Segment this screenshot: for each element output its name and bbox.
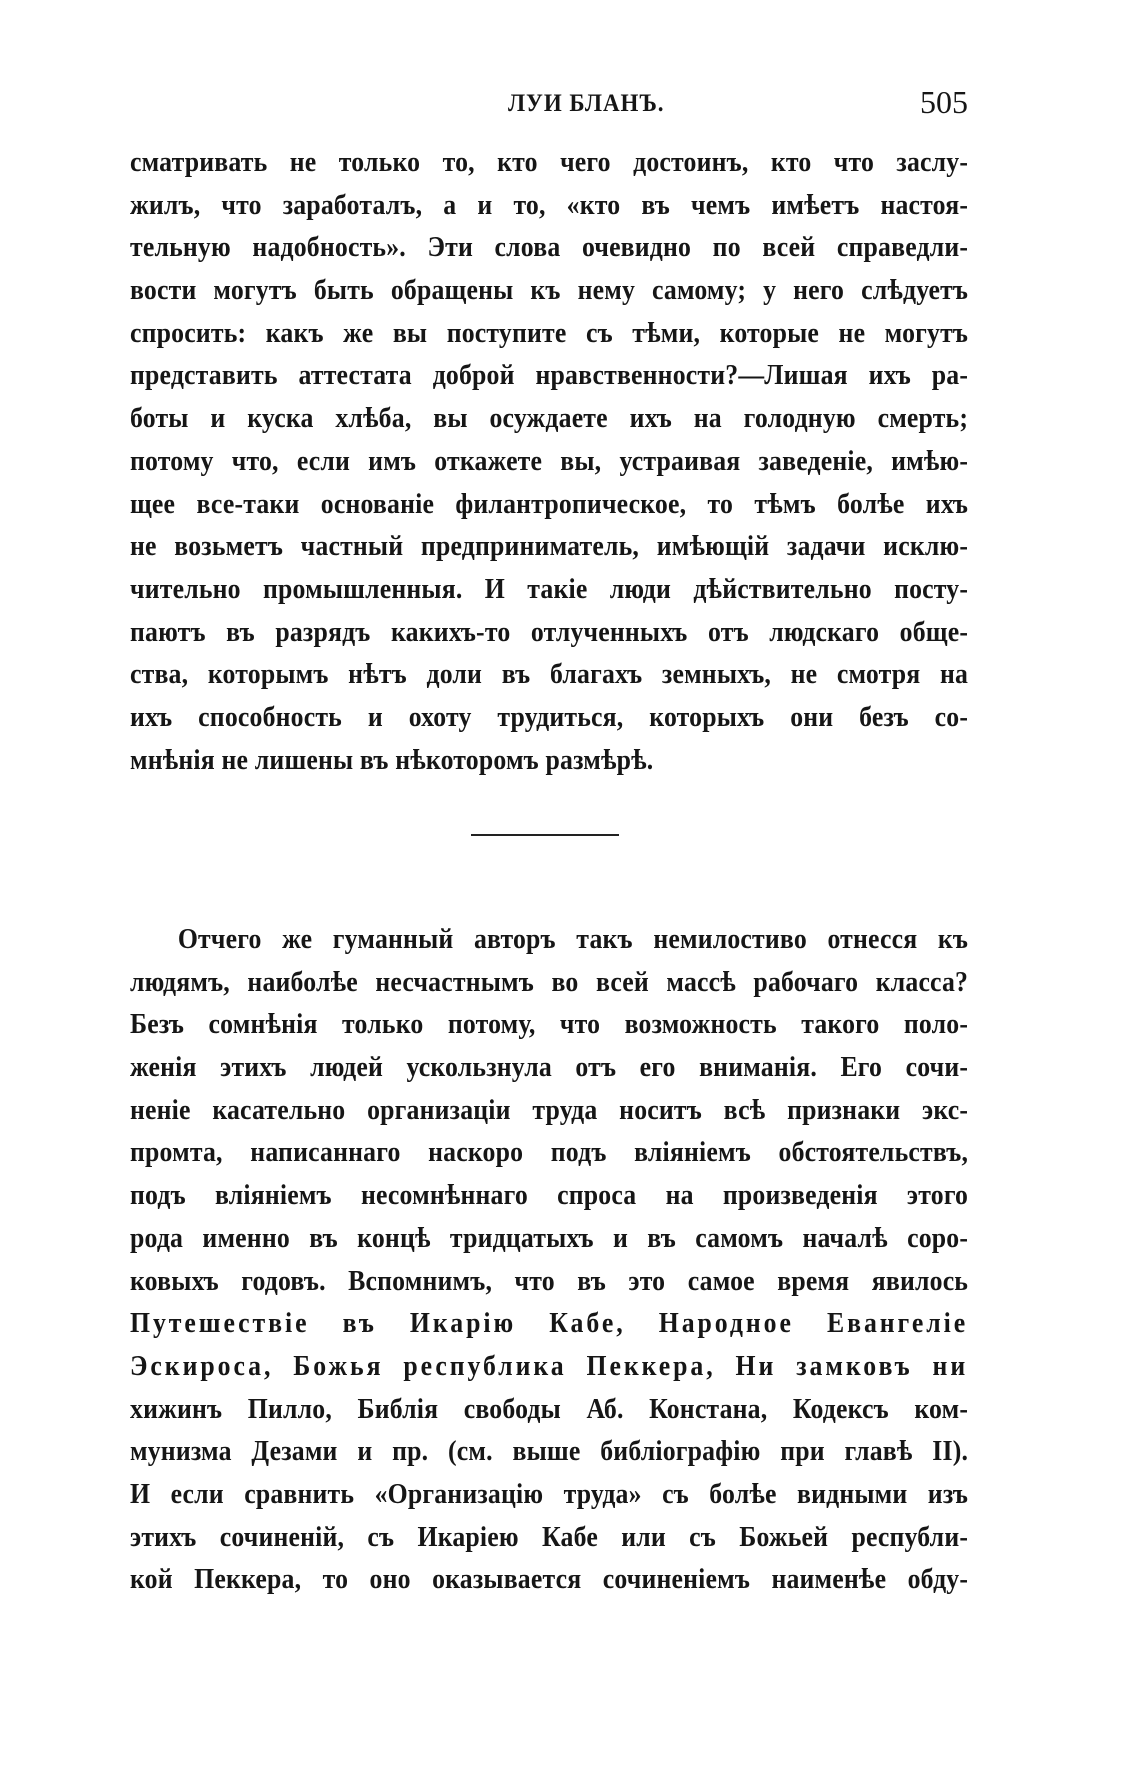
- text-line: хижинъ Пилло, Библія свободы Аб. Констана, Кодексъ ком-: [130, 1393, 969, 1425]
- text-line: вости могутъ быть обращены къ нему самому; у него слѣдуетъ: [130, 275, 969, 307]
- text-line: кой Пеккера, то оно оказывается сочиненіемъ наименѣе обду-: [130, 1564, 969, 1596]
- text-line: ства, которымъ нѣтъ доли въ благахъ земныхъ, не смотря на: [130, 659, 969, 691]
- text-line: спросить: какъ же вы поступите съ тѣми, которые не могутъ: [130, 317, 969, 349]
- section-separator: [471, 834, 619, 836]
- text-line: жилъ, что заработалъ, а и то, «кто въ чемъ имѣетъ настоя-: [130, 189, 969, 221]
- text-line: сматривать не только то, кто чего достоинъ, кто что заслу-: [130, 147, 969, 178]
- text-line: Путешествіе въ Икарію Кабе, Народное Евангеліе: [130, 1308, 969, 1340]
- running-title: ЛУИ БЛАНЪ.: [508, 90, 665, 117]
- text-line: ковыхъ годовъ. Вспомнимъ, что въ это самое время явилось: [130, 1265, 969, 1297]
- text-line: потому что, если имъ откажете вы, устраивая заведеніе, имѣю-: [130, 445, 969, 477]
- text-line: Отчего же гуманный авторъ такъ немилостиво отнесся къ: [177, 924, 969, 955]
- paragraph-one: [130, 142, 968, 782]
- text-line: людямъ, наиболѣе несчастнымъ во всей массѣ рабочаго класса?: [130, 966, 969, 998]
- text-line: щее все-таки основаніе филантропическое, то тѣмъ болѣе ихъ: [130, 488, 969, 520]
- text-line: этихъ сочиненій, съ Икаріею Кабе или съ Божьей республи-: [130, 1521, 969, 1553]
- text-line: боты и куска хлѣба, вы осуждаете ихъ на голодную смерть;: [130, 403, 969, 435]
- text-line: подъ вліяніемъ несомнѣннаго спроса на произведенія этого: [130, 1180, 969, 1212]
- running-head: [130, 84, 968, 124]
- text-line: рода именно въ концѣ тридцатыхъ и въ самомъ началѣ соро-: [130, 1222, 969, 1254]
- text-line: Безъ сомнѣнія только потому, что возможность такого поло-: [130, 1009, 969, 1041]
- text-line: Эскироса, Божья республика Пеккера, Ни замковъ ни: [130, 1350, 969, 1382]
- text-line: паютъ въ разрядъ какихъ-то отлученныхъ отъ людскаго обще-: [130, 616, 969, 648]
- text-line: неніе касательно организаціи труда носитъ всѣ признаки экс-: [130, 1094, 969, 1126]
- text-line: чительно промышленныя. И такіе люди дѣйствительно посту-: [130, 573, 969, 605]
- text-line: мунизма Дезами и пр. (см. выше библіографію при главѣ II).: [130, 1436, 969, 1468]
- text-line: тельную надобность». Эти слова очевидно по всей справедли-: [130, 232, 969, 264]
- text-line: мнѣнія не лишены въ нѣкоторомъ размѣрѣ.: [130, 744, 654, 776]
- text-line: И если сравнить «Организацію труда» съ болѣе видными изъ: [130, 1478, 969, 1510]
- text-line: представить аттестата доброй нравственности?—Лишая ихъ ра-: [130, 360, 969, 392]
- page-number: 505: [920, 84, 968, 120]
- text-line: женія этихъ людей ускользнула отъ его вниманія. Его сочи-: [130, 1052, 969, 1084]
- text-line: не возьметъ частный предприниматель, имѣющій задачи исклю-: [130, 531, 969, 563]
- paragraph-two: [130, 919, 968, 1602]
- text-line: ихъ способность и охоту трудиться, которыхъ они безъ со-: [130, 701, 969, 733]
- text-line: промта, написаннаго наскоро подъ вліяніемъ обстоятельствъ,: [130, 1137, 969, 1169]
